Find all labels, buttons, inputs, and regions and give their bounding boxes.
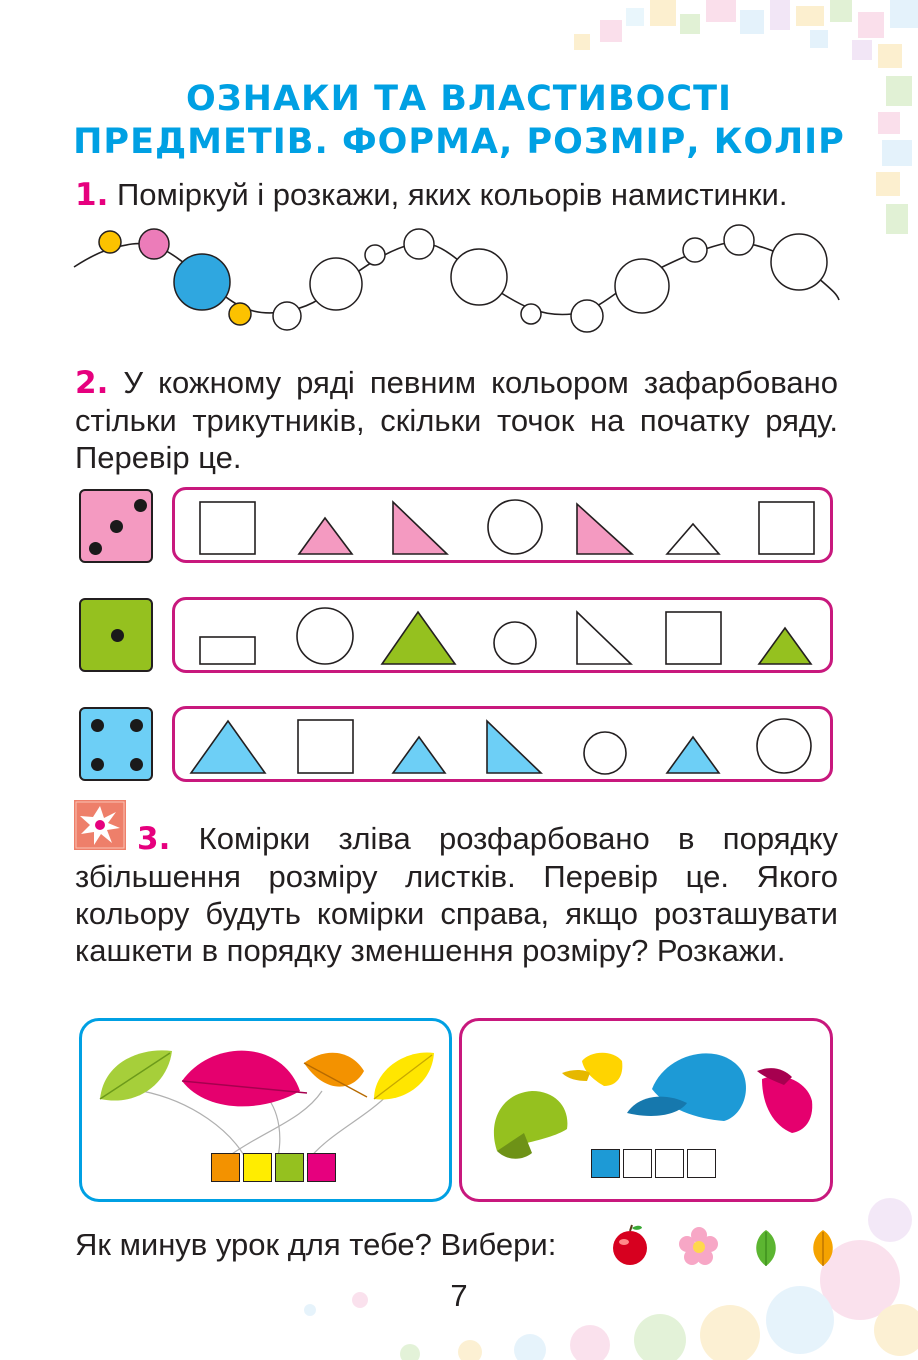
dice-dot: [111, 629, 124, 642]
shape-row-2: [172, 597, 833, 673]
right-cell: [687, 1149, 716, 1178]
triangle-shape: [393, 737, 445, 773]
task-3: [75, 820, 838, 969]
circle-shape: [584, 732, 626, 774]
triangle-shape: [759, 628, 811, 664]
dice-four-dots: [79, 707, 153, 781]
square-shape: [666, 612, 721, 664]
caps-panel: [459, 1018, 833, 1202]
title-line-1: ОЗНАКИ ТА ВЛАСТИВОСТІ: [186, 79, 732, 119]
green-leaf-icon: [756, 1230, 776, 1266]
page-number: 7: [450, 1278, 468, 1313]
task-3-text: Комірки зліва розфарбовано в порядку збільшення розміру листків. Перевір це. Якого кольору будуть комірки справа, якщо розташувати кашкети в порядку зменшення розміру? Розкажи.: [75, 821, 838, 968]
small-green-leaf-icon: [100, 1050, 172, 1100]
green-cap-icon: [494, 1091, 568, 1159]
pink-cap-icon: [757, 1068, 812, 1133]
left-cell: [275, 1153, 304, 1182]
right-cells: [591, 1149, 716, 1178]
dice-dot: [134, 499, 147, 512]
right-cell: [655, 1149, 684, 1178]
shape-row-1: [172, 487, 833, 563]
triangle-shape: [382, 612, 455, 664]
circle-shape: [494, 622, 536, 664]
blue-cap-icon: [627, 1053, 746, 1121]
dice-dot: [130, 719, 143, 732]
yellow-cap-icon: [562, 1053, 622, 1086]
left-cell: [211, 1153, 240, 1182]
leaves-panel: [79, 1018, 452, 1202]
triangle-shape: [299, 518, 352, 554]
left-cell: [307, 1153, 336, 1182]
orange-leaf-icon: [304, 1053, 367, 1097]
apple-icon: [613, 1225, 647, 1265]
flower-icon: [679, 1227, 718, 1265]
dice-dot: [91, 719, 104, 732]
left-cell: [243, 1153, 272, 1182]
circle-shape: [297, 608, 353, 664]
right-cell: [591, 1149, 620, 1178]
dice-dot: [110, 520, 123, 533]
triangle-shape: [577, 504, 632, 554]
triangle-shape: [667, 524, 719, 554]
right-cell: [623, 1149, 652, 1178]
dice-dot: [91, 758, 104, 771]
task-1: [75, 176, 838, 214]
square-shape: [759, 502, 814, 554]
square-shape: [200, 502, 255, 554]
circle-shape: [488, 500, 542, 554]
bead-necklace: [72, 222, 842, 337]
square-shape: [298, 720, 353, 773]
dice-dot: [89, 542, 102, 555]
large-pink-leaf-icon: [182, 1051, 307, 1107]
triangle-shape: [393, 502, 447, 554]
circle-shape: [757, 719, 811, 773]
triangle-shape: [577, 612, 631, 664]
task-2-number: 2.: [75, 365, 109, 401]
triangle-shape: [667, 737, 719, 773]
left-cells: [211, 1153, 336, 1182]
dice-one-dot: [79, 598, 153, 672]
rectangle-shape: [200, 637, 255, 664]
task-2-text: У кожному ряді певним кольором зафарбовано стільки трикутників, скільки точок на початку ряду. Перевір це.: [75, 365, 838, 475]
task-1-number: 1.: [75, 177, 109, 213]
task-1-text: Поміркуй і розкажи, яких кольорів намистинки.: [116, 177, 788, 212]
dice-three-dots: [79, 489, 153, 563]
reflection-question: Як минув урок для тебе? Вибери:: [75, 1227, 557, 1262]
title-line-2: ПРЕДМЕТІВ. ФОРМА, РОЗМІР, КОЛІР: [73, 122, 845, 162]
reflection-choices: [608, 1222, 840, 1268]
yellow-leaf-icon: [374, 1052, 434, 1099]
triangle-shape: [191, 721, 265, 773]
page-title: [0, 78, 918, 164]
orange-leaf-icon: [813, 1230, 833, 1266]
triangle-shape: [487, 721, 541, 773]
shape-row-3: [172, 706, 833, 782]
task-3-number: 3.: [137, 821, 171, 857]
task-2: [75, 364, 838, 476]
dice-dot: [130, 758, 143, 771]
